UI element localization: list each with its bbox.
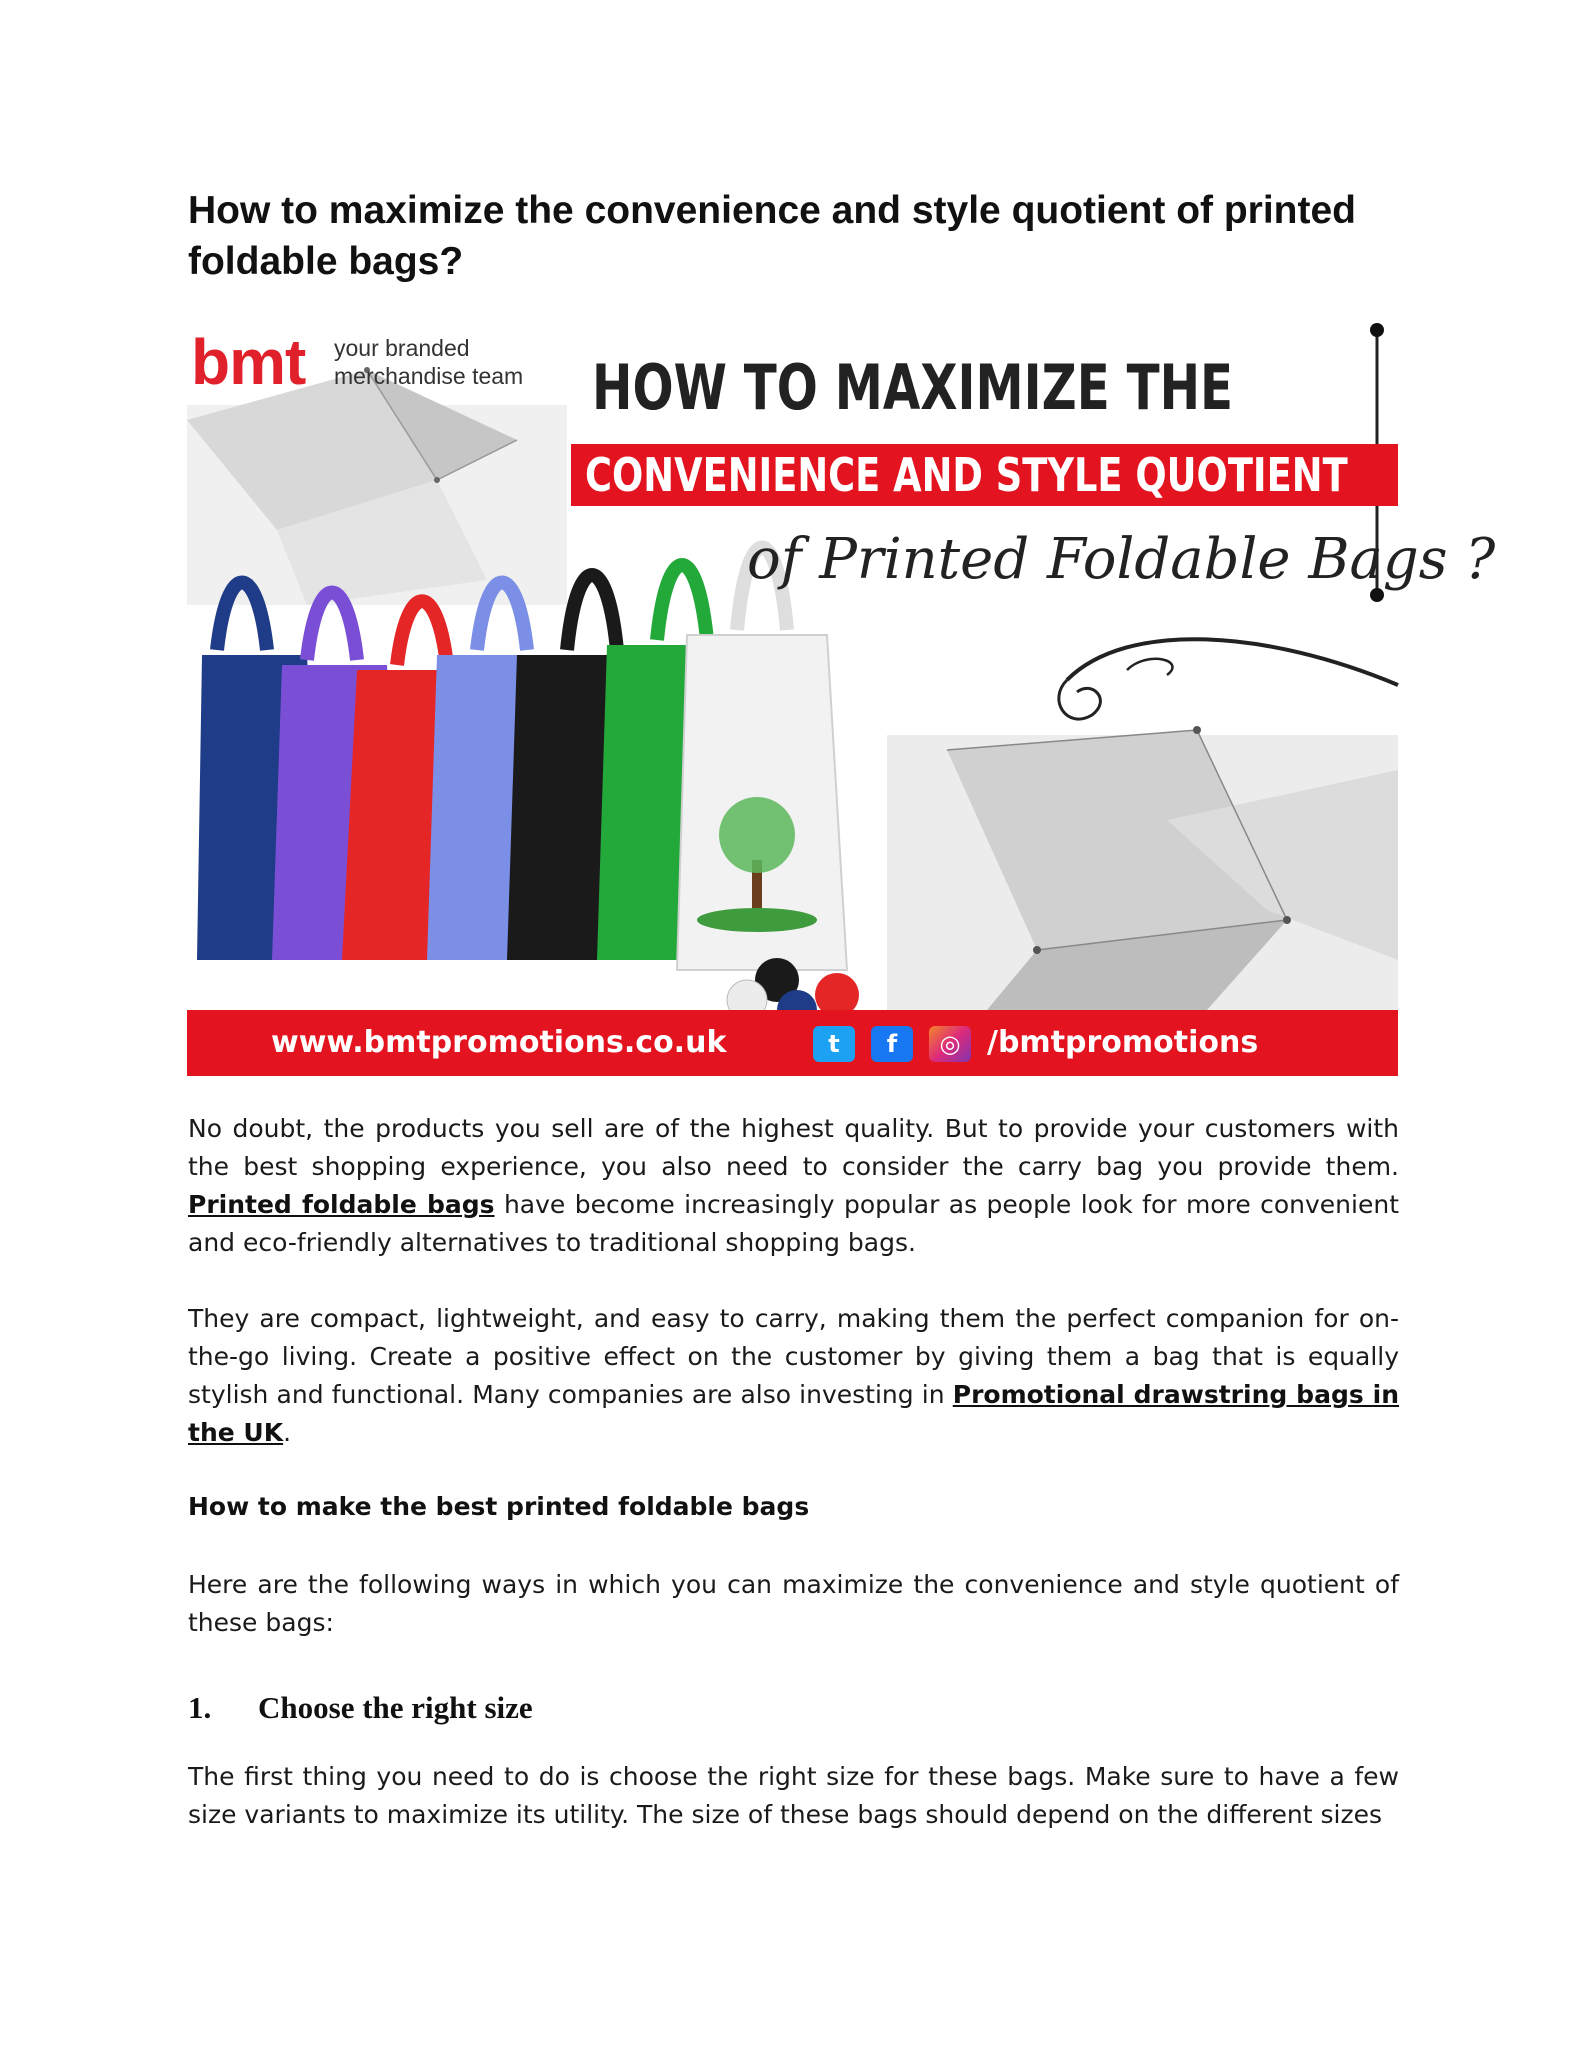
paragraph-benefits: [188, 1300, 1399, 1452]
section-1-heading: [188, 1688, 533, 1728]
instagram-icon: ◎: [929, 1026, 971, 1062]
banner-headline-line-1: HOW TO MAXIMIZE THE: [592, 351, 1234, 424]
paragraph-intro-text-2: have become increasingly popular as people look for more convenient and eco-friendly alternatives to traditional shopping bags.: [188, 1190, 1400, 1257]
twitter-icon: t: [813, 1026, 855, 1062]
paragraph-benefits-text-2: .: [283, 1418, 292, 1447]
facebook-icon: f: [871, 1026, 913, 1062]
printed-foldable-bags-link[interactable]: Printed foldable bags: [188, 1190, 495, 1219]
section-1-title: Choose the right size: [258, 1690, 533, 1725]
paragraph-intro: [188, 1110, 1399, 1262]
tagline-line-1: your branded: [334, 335, 470, 361]
paragraph-size: The first thing you need to do is choose the right size for these bags. Make sure to have a few size variants to maximize its utility. The size of these bags should depend on the different sizes: [188, 1762, 1399, 1829]
banner-background-graphic: [187, 320, 1398, 1076]
bmt-logo: bmt: [191, 326, 306, 398]
banner-headline-line-2: CONVENIENCE AND STYLE QUOTIENT: [585, 448, 1348, 502]
banner-social-handle: /bmtpromotions: [987, 1025, 1259, 1060]
bmt-tagline: [334, 334, 523, 390]
section-subheading: How to make the best printed foldable bags: [188, 1492, 810, 1521]
page-title: How to maximize the convenience and style quotient of printed foldable bags?: [188, 189, 1357, 283]
banner-website: www.bmtpromotions.co.uk: [271, 1025, 727, 1060]
paragraph-intro-text-1: No doubt, the products you sell are of the highest quality. But to provide your customers with the best shopping experience, you also need to consider the carry bag you provide them.: [188, 1114, 1399, 1181]
paragraph-benefits-text-1: They are compact, lightweight, and easy to carry, making them the perfect companion for on-the-go living. Create a positive effect on the customer by giving them a bag that is equally stylish and functional. Many companies are also investing in: [188, 1304, 1399, 1409]
banner-headline-line-3: of Printed Foldable Bags ?: [747, 527, 1496, 592]
tagline-line-2: merchandise team: [334, 363, 524, 389]
article-banner-image: [187, 320, 1496, 1076]
paragraph-ways-intro: Here are the following ways in which you can maximize the convenience and style quotient of these bags:: [188, 1570, 1399, 1637]
section-1-number: 1.: [188, 1690, 212, 1725]
promotional-drawstring-bags-link[interactable]: Promotional drawstring bags in the UK: [188, 1380, 1400, 1447]
